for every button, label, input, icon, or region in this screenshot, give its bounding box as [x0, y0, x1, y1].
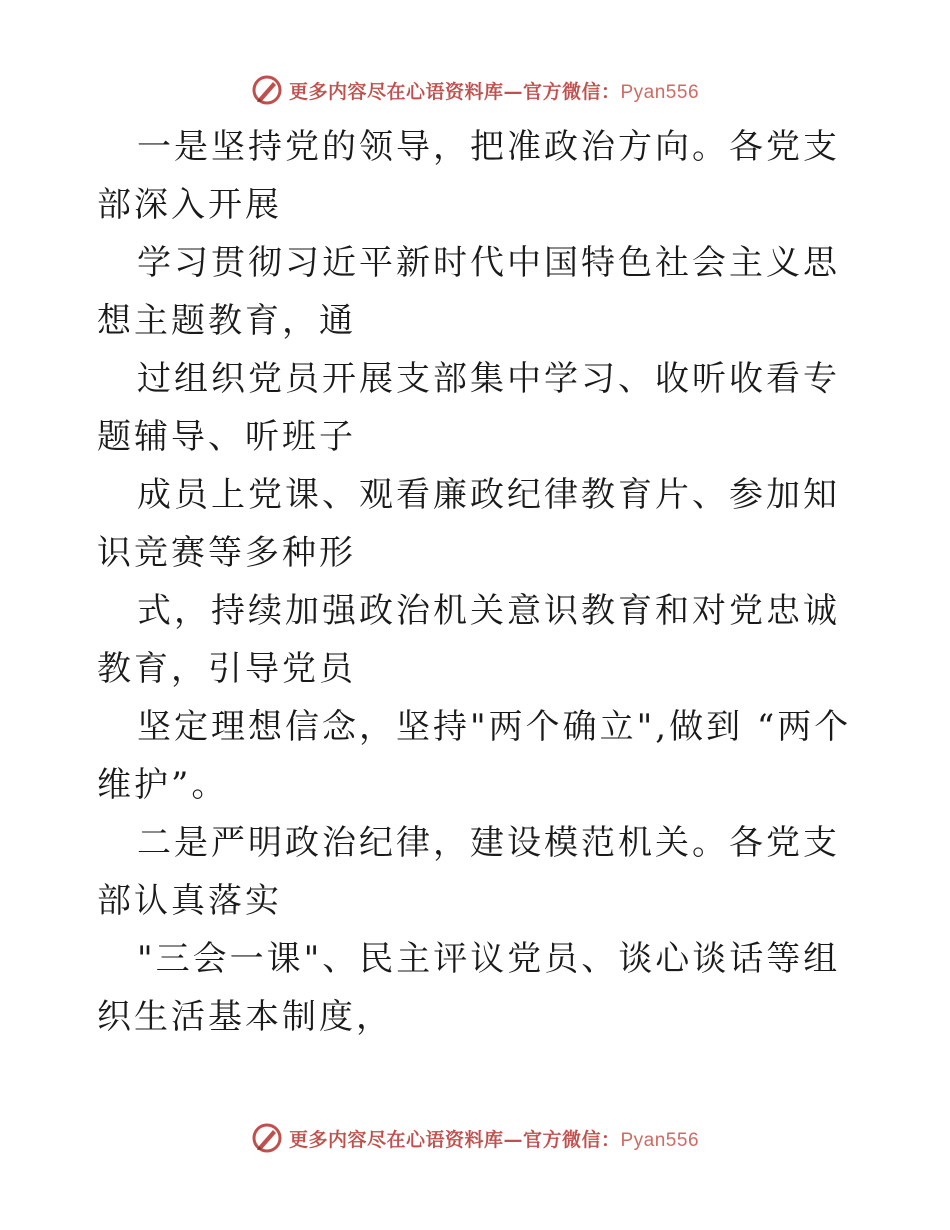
watermark-dash: — [503, 1128, 523, 1151]
header-watermark [0, 70, 950, 110]
paragraph-3: 过组织党员开展支部集中学习、收听收看专题辅导、听班子 [97, 359, 840, 457]
watermark-official: 官方微信： [522, 80, 621, 103]
paragraph-2: 学习贯彻习近平新时代中国特色社会主义思想主题教育，通 [97, 243, 840, 341]
watermark-main: 更多内容尽在心语资料库 [288, 1128, 504, 1151]
watermark-dash: — [503, 80, 523, 103]
paragraph-6: 坚定理想信念，坚持"两个确立",做到 “两个维护”。 [97, 707, 852, 805]
watermark-id: Pyan556 [620, 1129, 700, 1151]
pen-logo-icon [251, 74, 283, 106]
paragraph-4: 成员上党课、观看廉政纪律教育片、参加知识竞赛等多种形 [97, 475, 840, 573]
pen-logo-icon [251, 1122, 283, 1154]
paragraph-5: 式，持续加强政治机关意识教育和对党忠诚教育，引导党员 [97, 591, 840, 689]
document-body [97, 118, 857, 1046]
paragraph-8: "三会一课"、民主评议党员、谈心谈话等组织生活基本制度， [97, 939, 841, 1037]
watermark-id: Pyan556 [620, 81, 700, 103]
watermark-text [289, 77, 699, 104]
watermark-text [289, 1125, 699, 1152]
paragraph-7: 二是严明政治纪律，建设模范机关。各党支部认真落实 [97, 823, 840, 921]
footer-watermark [0, 1118, 950, 1158]
watermark-official: 官方微信： [522, 1128, 621, 1151]
paragraph-1: 一是坚持党的领导，把准政治方向。各党支部深入开展 [97, 127, 840, 225]
watermark-main: 更多内容尽在心语资料库 [288, 80, 504, 103]
